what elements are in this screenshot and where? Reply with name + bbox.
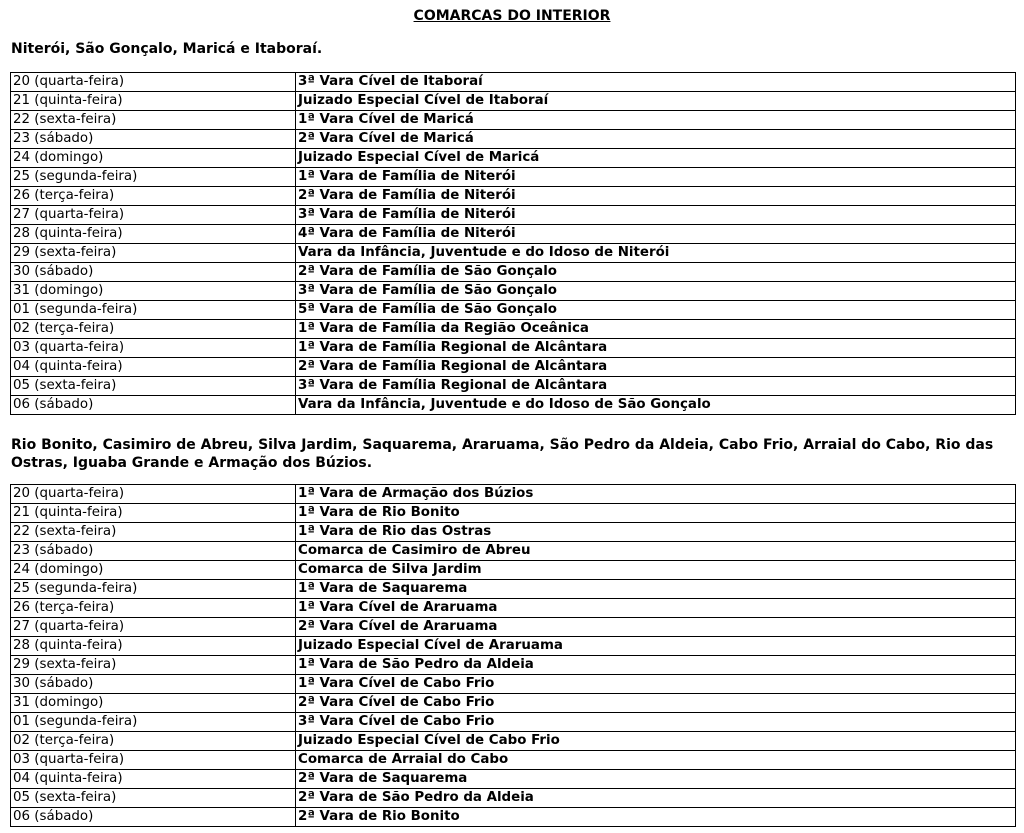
day-cell: 22 (sexta-feira) [11, 523, 296, 542]
day-cell: 21 (quinta-feira) [11, 92, 296, 111]
day-cell: 03 (quarta-feira) [11, 751, 296, 770]
court-cell: 1ª Vara de Saquarema [296, 580, 1016, 599]
table-row [11, 130, 1016, 149]
court-cell: 2ª Vara de Saquarema [296, 770, 1016, 789]
schedule-table-regiao-dos-lagos [10, 484, 1016, 827]
court-cell: Comarca de Arraial do Cabo [296, 751, 1016, 770]
table-row [11, 542, 1016, 561]
table-row [11, 732, 1016, 751]
day-cell: 05 (sexta-feira) [11, 377, 296, 396]
day-cell: 26 (terça-feira) [11, 599, 296, 618]
table-row [11, 339, 1016, 358]
day-cell: 29 (sexta-feira) [11, 244, 296, 263]
court-cell: Juizado Especial Cível de Cabo Frio [296, 732, 1016, 751]
table-row [11, 561, 1016, 580]
table-row [11, 225, 1016, 244]
court-cell: 1ª Vara de Família Regional de Alcântara [296, 339, 1016, 358]
table-row [11, 504, 1016, 523]
court-cell: 1ª Vara de Armação dos Búzios [296, 485, 1016, 504]
court-cell: 3ª Vara de Família Regional de Alcântara [296, 377, 1016, 396]
table-row [11, 637, 1016, 656]
day-cell: 27 (quarta-feira) [11, 206, 296, 225]
court-cell: 3ª Vara de Família de Niterói [296, 206, 1016, 225]
court-cell: 1ª Vara de São Pedro da Aldeia [296, 656, 1016, 675]
court-cell: 2ª Vara de Família de Niterói [296, 187, 1016, 206]
day-cell: 01 (segunda-feira) [11, 713, 296, 732]
table-row [11, 789, 1016, 808]
table-row [11, 320, 1016, 339]
court-cell: 1ª Vara de Rio Bonito [296, 504, 1016, 523]
court-cell: 2ª Vara Cível de Maricá [296, 130, 1016, 149]
day-cell: 31 (domingo) [11, 694, 296, 713]
court-cell: 1ª Vara de Família de Niterói [296, 168, 1016, 187]
day-cell: 06 (sábado) [11, 808, 296, 827]
court-cell: 4ª Vara de Família de Niterói [296, 225, 1016, 244]
day-cell: 23 (sábado) [11, 542, 296, 561]
court-cell: 1ª Vara Cível de Cabo Frio [296, 675, 1016, 694]
section-heading-regiao-dos-lagos: Rio Bonito, Casimiro de Abreu, Silva Jardim, Saquarema, Araruama, São Pedro da Aldeia, Cabo Frio, Arraial do Cabo, Rio das Ostras, Iguaba Grande e Armação dos Búzios. [11, 437, 994, 471]
table-row [11, 656, 1016, 675]
court-cell: Juizado Especial Cível de Itaboraí [296, 92, 1016, 111]
table-row [11, 187, 1016, 206]
court-cell: Comarca de Casimiro de Abreu [296, 542, 1016, 561]
day-cell: 23 (sábado) [11, 130, 296, 149]
court-cell: 2ª Vara de São Pedro da Aldeia [296, 789, 1016, 808]
page-title: COMARCAS DO INTERIOR [413, 8, 611, 24]
court-cell: Vara da Infância, Juventude e do Idoso de Niterói [296, 244, 1016, 263]
table-row [11, 523, 1016, 542]
day-cell: 04 (quinta-feira) [11, 770, 296, 789]
table-row [11, 713, 1016, 732]
day-cell: 28 (quinta-feira) [11, 225, 296, 244]
day-cell: 30 (sábado) [11, 675, 296, 694]
table-row [11, 244, 1016, 263]
day-cell: 05 (sexta-feira) [11, 789, 296, 808]
day-cell: 01 (segunda-feira) [11, 301, 296, 320]
table-row [11, 168, 1016, 187]
day-cell: 25 (segunda-feira) [11, 580, 296, 599]
day-cell: 20 (quarta-feira) [11, 485, 296, 504]
table-row [11, 282, 1016, 301]
court-cell: 5ª Vara de Família de São Gonçalo [296, 301, 1016, 320]
day-cell: 21 (quinta-feira) [11, 504, 296, 523]
court-cell: 3ª Vara de Família de São Gonçalo [296, 282, 1016, 301]
table-row [11, 618, 1016, 637]
day-cell: 26 (terça-feira) [11, 187, 296, 206]
day-cell: 02 (terça-feira) [11, 732, 296, 751]
court-cell: 2ª Vara Cível de Araruama [296, 618, 1016, 637]
court-cell: 3ª Vara Cível de Cabo Frio [296, 713, 1016, 732]
day-cell: 20 (quarta-feira) [11, 73, 296, 92]
day-cell: 31 (domingo) [11, 282, 296, 301]
day-cell: 24 (domingo) [11, 561, 296, 580]
table-row [11, 396, 1016, 415]
table-row [11, 263, 1016, 282]
day-cell: 29 (sexta-feira) [11, 656, 296, 675]
table-row [11, 92, 1016, 111]
court-cell: 1ª Vara de Família da Região Oceânica [296, 320, 1016, 339]
schedule-table-niteroi [10, 72, 1016, 415]
court-cell: Vara da Infância, Juventude e do Idoso de São Gonçalo [296, 396, 1016, 415]
table-row [11, 301, 1016, 320]
table-row [11, 808, 1016, 827]
day-cell: 27 (quarta-feira) [11, 618, 296, 637]
day-cell: 25 (segunda-feira) [11, 168, 296, 187]
table-row [11, 751, 1016, 770]
table-row [11, 675, 1016, 694]
table-row [11, 377, 1016, 396]
table-row [11, 580, 1016, 599]
table-row [11, 770, 1016, 789]
day-cell: 28 (quinta-feira) [11, 637, 296, 656]
court-cell: 1ª Vara Cível de Araruama [296, 599, 1016, 618]
day-cell: 06 (sábado) [11, 396, 296, 415]
table-row [11, 599, 1016, 618]
day-cell: 04 (quinta-feira) [11, 358, 296, 377]
table-row [11, 73, 1016, 92]
day-cell: 30 (sábado) [11, 263, 296, 282]
court-cell: 1ª Vara de Rio das Ostras [296, 523, 1016, 542]
table-row [11, 149, 1016, 168]
court-cell: 3ª Vara Cível de Itaboraí [296, 73, 1016, 92]
table-row [11, 358, 1016, 377]
court-cell: 2ª Vara de Família Regional de Alcântara [296, 358, 1016, 377]
court-cell: 2ª Vara Cível de Cabo Frio [296, 694, 1016, 713]
court-cell: Comarca de Silva Jardim [296, 561, 1016, 580]
table-row [11, 485, 1016, 504]
court-cell: 2ª Vara de Rio Bonito [296, 808, 1016, 827]
day-cell: 22 (sexta-feira) [11, 111, 296, 130]
court-cell: 2ª Vara de Família de São Gonçalo [296, 263, 1016, 282]
day-cell: 24 (domingo) [11, 149, 296, 168]
day-cell: 03 (quarta-feira) [11, 339, 296, 358]
court-cell: 1ª Vara Cível de Maricá [296, 111, 1016, 130]
court-cell: Juizado Especial Cível de Araruama [296, 637, 1016, 656]
section-heading-niteroi: Niterói, São Gonçalo, Maricá e Itaboraí. [11, 41, 323, 57]
court-cell: Juizado Especial Cível de Maricá [296, 149, 1016, 168]
day-cell: 02 (terça-feira) [11, 320, 296, 339]
table-row [11, 111, 1016, 130]
table-row [11, 694, 1016, 713]
table-row [11, 206, 1016, 225]
